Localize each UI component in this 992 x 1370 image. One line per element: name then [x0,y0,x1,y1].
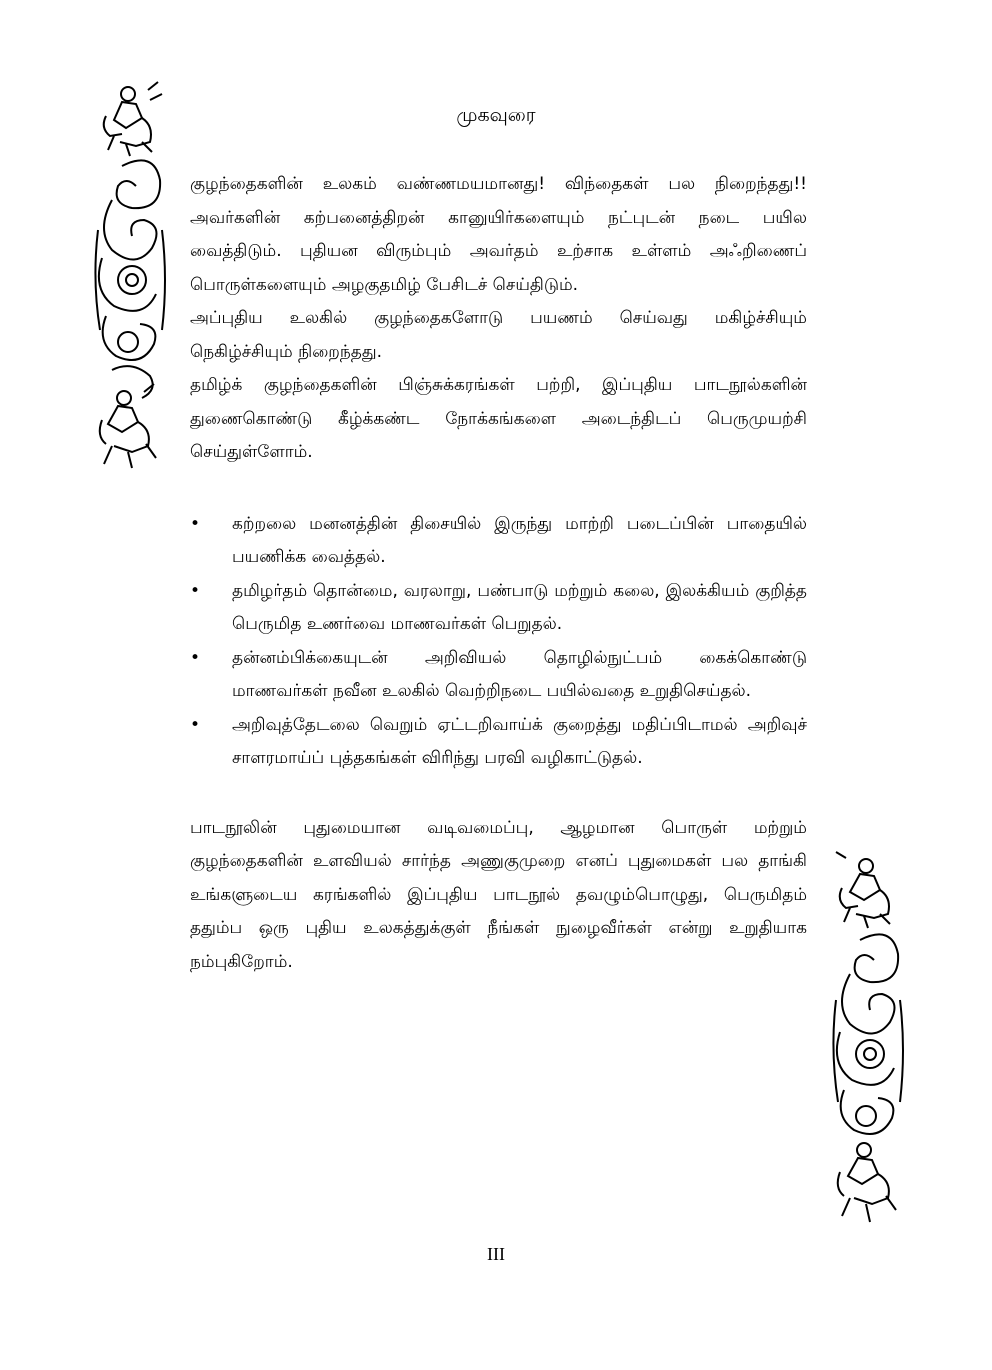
left-ornament-icon [92,80,170,472]
scroll-pattern-icon [95,160,165,398]
rider-figure-icon [100,384,156,468]
closing-paragraph: பாடநூலின் புதுமையான வடிவமைப்பு, ஆழமான பொருள் மற்றும் குழந்தைகளின் உளவியல் சார்ந்த அணுகுமுறை எனப் புதுமைகள் பல தாங்கி உங்களுடைய கரங்களில் இப்புதிய பாடநூல் தவழும்பொழுது, பெருமிதம் ததும்ப ஒரு புதிய உலகத்துக்குள் நீங்கள் நுழைவீர்கள் என்று உறுதியாக நம்புகிறோம். [190,817,807,972]
rider-figure-icon [838,1143,896,1222]
list-item [190,508,807,575]
bullet-icon: • [190,513,201,534]
page-title: முகவுரை [456,104,536,126]
bullet-icon: • [190,647,201,668]
list-item-text: தன்னம்பிக்கையுடன் அறிவியல் தொழில்நுட்பம் கைக்கொண்டு மாணவர்கள் நவீன உலகில் வெற்றிநடை பயில்வதை உறுதிசெய்தல். [232,647,807,701]
preface-body [190,168,807,979]
intro-paragraph: தமிழ்க் குழந்தைகளின் பிஞ்சுக்கரங்கள் பற்றி, இப்புதிய பாடநூல்களின் துணைகொண்டு கீழ்க்கண்ட நோக்கங்களை அடைந்திடப் பெருமுயற்சி செய்துள்ளோம். [190,375,807,462]
bullet-icon: • [190,580,201,601]
scroll-pattern-icon [833,934,903,1134]
list-item [190,642,807,709]
intro-paragraph: அப்புதிய உலகில் குழந்தைகளோடு பயணம் செய்வது மகிழ்ச்சியும் நெகிழ்ச்சியும் நிறைந்தது. [190,308,807,362]
list-item-text: தமிழர்தம் தொன்மை, வரலாறு, பண்பாடு மற்றும் கலை, இலக்கியம் குறித்த பெருமித உணர்வை மாணவர்கள் பெறுதல். [232,580,807,634]
list-item-text: அறிவுத்தேடலை வெறும் ஏட்டறிவாய்க் குறைத்து மதிப்பிடாமல் அறிவுச் சாளரமாய்ப் புத்தகங்கள் விரிந்து பரவி வழிகாட்டுதல். [232,714,807,768]
rider-figure-icon [836,852,890,928]
right-ornament-icon [826,850,906,1230]
list-item-text: கற்றலை மனனத்தின் திசையில் இருந்து மாற்றி படைப்பின் பாதையில் பயணிக்க வைத்தல். [232,513,807,567]
bullet-icon: • [190,714,201,735]
objectives-list [190,508,807,776]
list-item [190,709,807,776]
list-item [190,575,807,642]
page-number: III [487,1244,505,1264]
intro-paragraph: குழந்தைகளின் உலகம் வண்ணமயமானது! விந்தைகள் பல நிறைந்தது!! அவர்களின் கற்பனைத்திறன் கானுயிர்களையும் நட்புடன் நடை பயில வைத்திடும். புதியன விரும்பும் அவர்தம் உற்சாக உள்ளம் அஃறிணைப் பொருள்களையும் அழகுதமிழ் பேசிடச் செய்திடும். [190,174,807,295]
